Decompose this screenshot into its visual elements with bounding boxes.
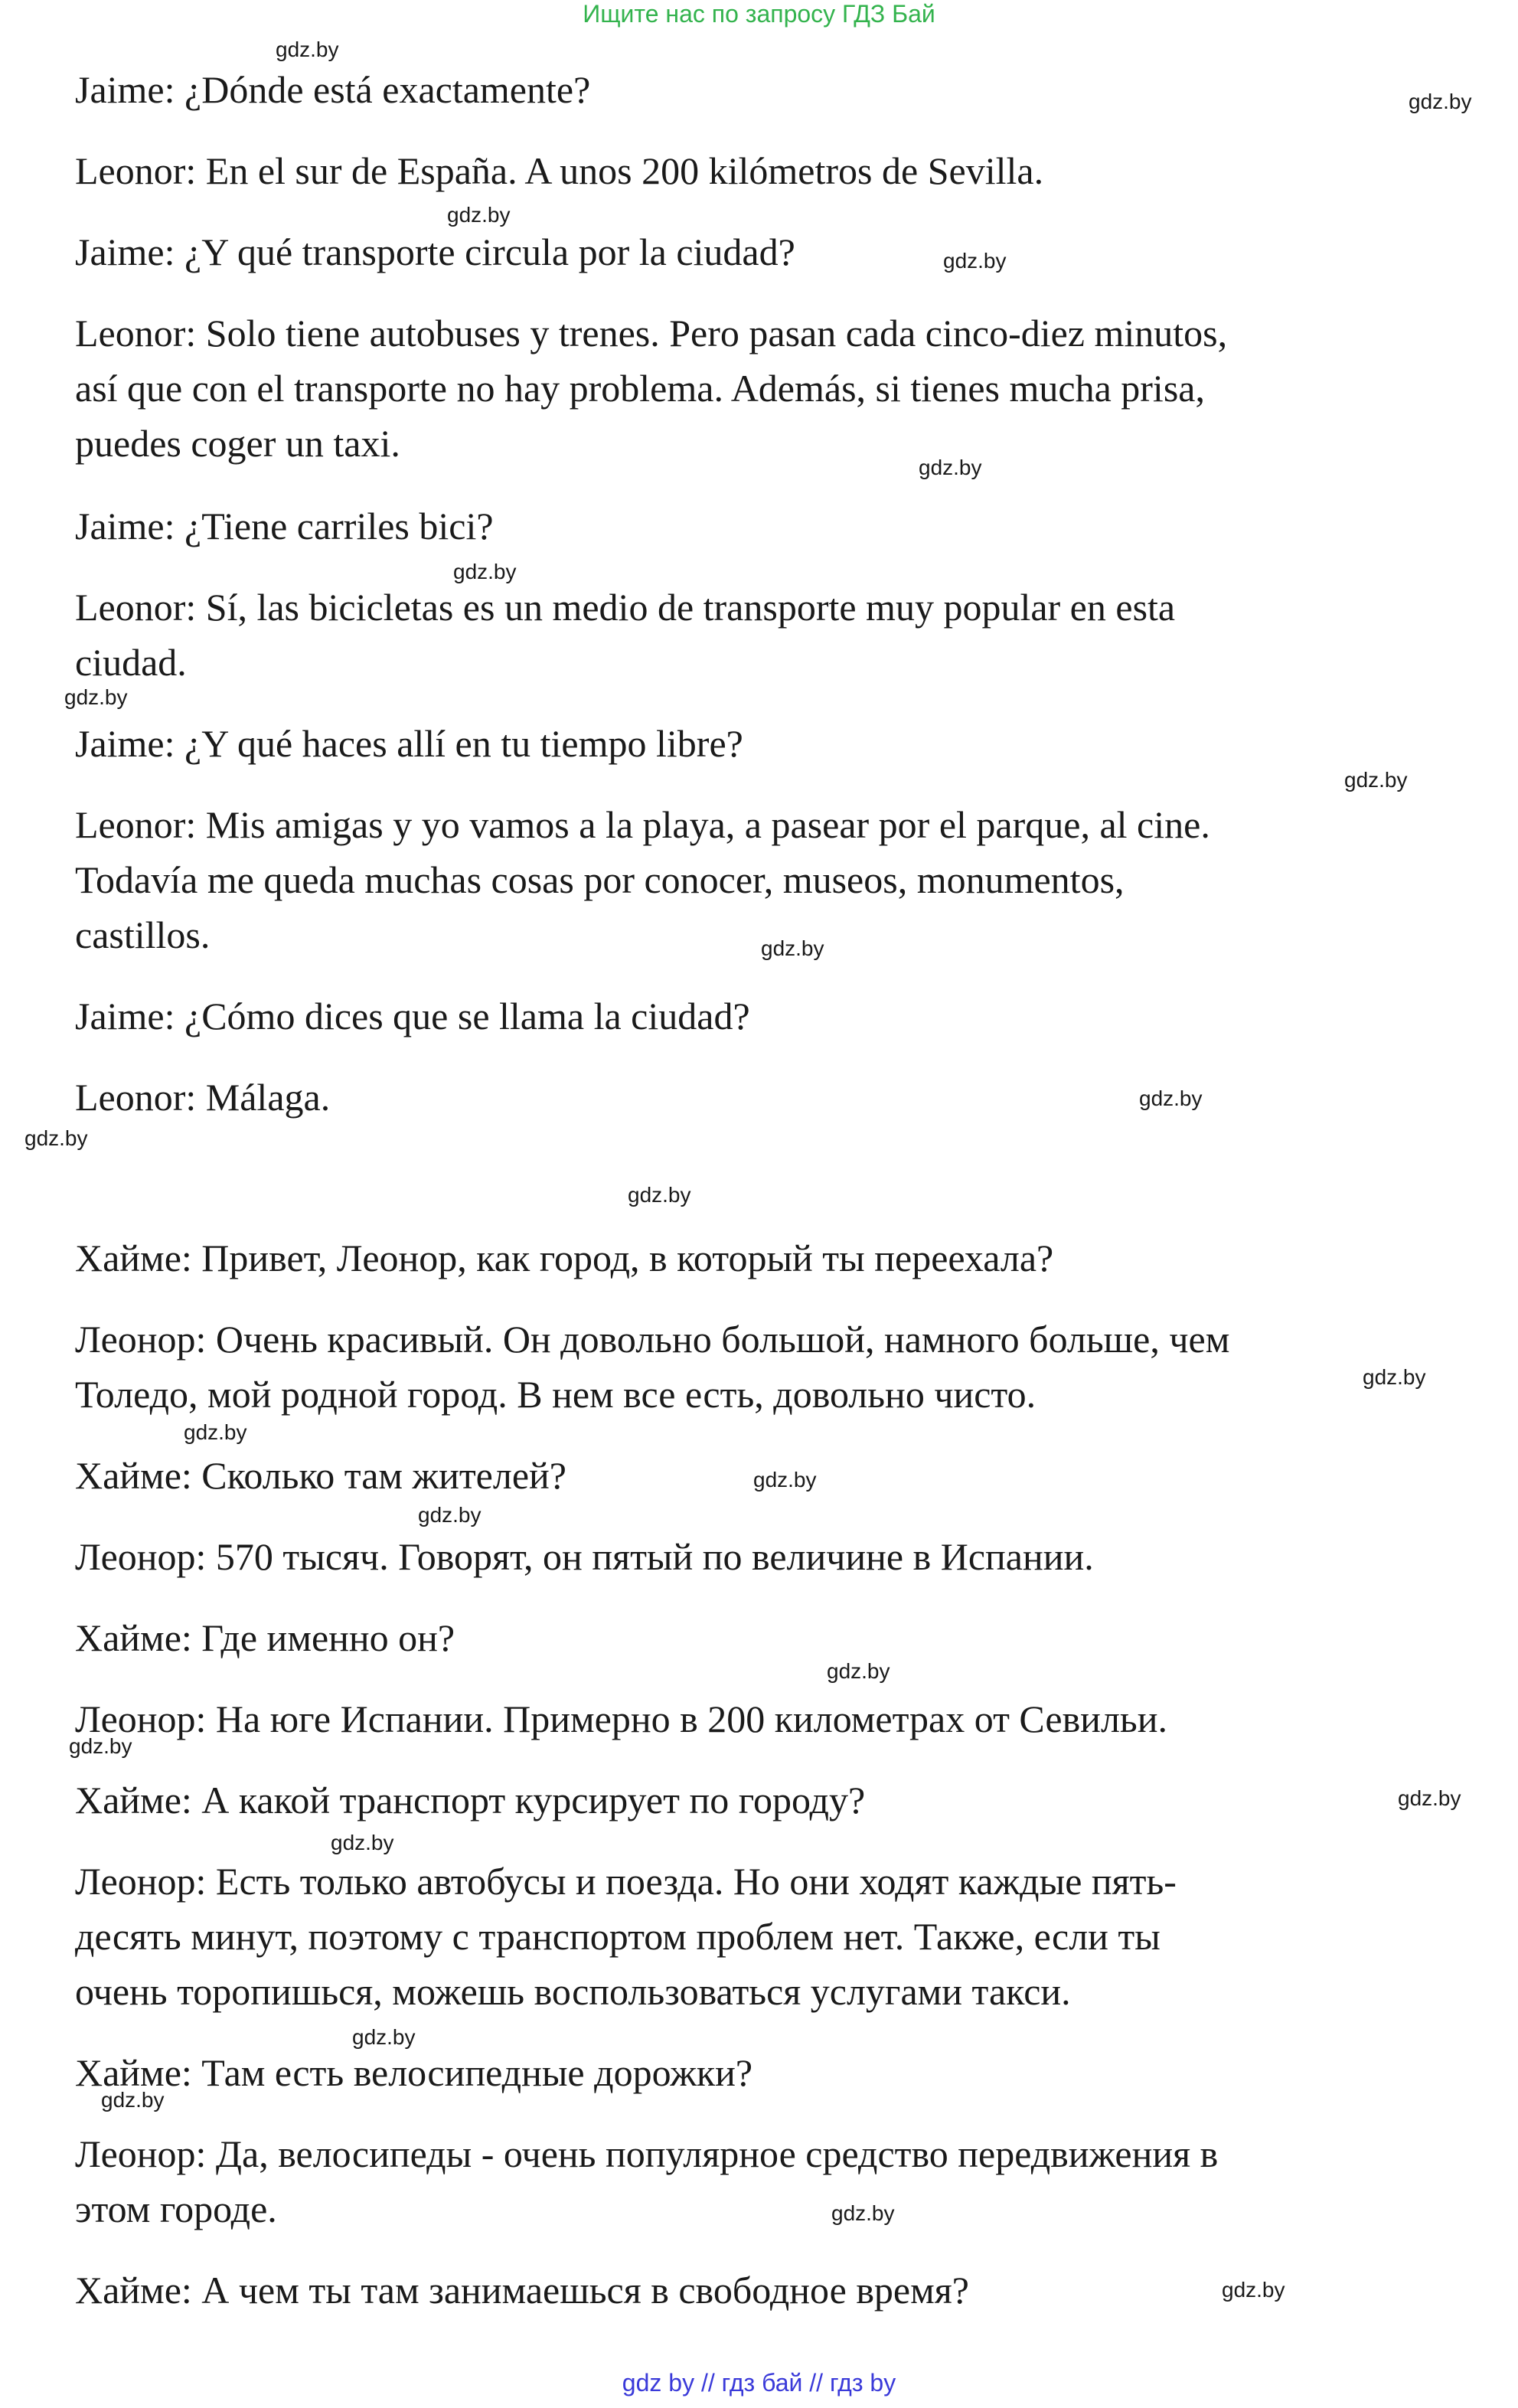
dialogue-line: Jaime: ¿Dónde está exactamente? bbox=[75, 68, 591, 111]
watermark: gdz.by bbox=[628, 1183, 691, 1207]
dialogue-line: Leonor: Sí, las bicicletas es un medio de transporte muy popular en esta bbox=[75, 586, 1176, 629]
watermark: gdz.by bbox=[352, 2025, 416, 2049]
watermark: gdz.by bbox=[1139, 1086, 1203, 1110]
watermark: gdz.by bbox=[761, 936, 824, 960]
watermark: gdz.by bbox=[1222, 2278, 1285, 2302]
dialogue-line: очень торопишься, можешь воспользоваться услугами такси. bbox=[75, 1970, 1071, 2013]
dialogue-line: Leonor: Mis amigas y yo vamos a la playa, a pasear por el parque, al cine. bbox=[75, 803, 1210, 846]
page-header-banner: Ищите нас по запросу ГДЗ Бай bbox=[583, 0, 935, 28]
watermark: gdz.by bbox=[101, 2088, 165, 2112]
dialogue-line: этом городе. bbox=[75, 2187, 277, 2230]
dialogue-line: Jaime: ¿Tiene carriles bici? bbox=[75, 505, 494, 547]
watermark: gdz.by bbox=[831, 2201, 895, 2225]
watermark: gdz.by bbox=[24, 1126, 88, 1150]
watermark: gdz.by bbox=[69, 1734, 132, 1758]
watermark: gdz.by bbox=[64, 685, 128, 709]
dialogue-line: así que con el transporte no hay problema. Además, si tienes mucha prisa, bbox=[75, 367, 1205, 410]
watermark: gdz.by bbox=[184, 1420, 247, 1444]
dialogue-line: десять минут, поэтому с транспортом проблем нет. Также, если ты bbox=[75, 1915, 1161, 1958]
watermark: gdz.by bbox=[943, 249, 1007, 273]
dialogue-line: Леонор: 570 тысяч. Говорят, он пятый по величине в Испании. bbox=[75, 1535, 1094, 1578]
watermark: gdz.by bbox=[1344, 768, 1408, 792]
dialogue-line: castillos. bbox=[75, 913, 211, 956]
watermark: gdz.by bbox=[276, 38, 339, 61]
dialogue-line: Jaime: ¿Y qué haces allí en tu tiempo libre? bbox=[75, 722, 743, 765]
watermark: gdz.by bbox=[919, 456, 982, 479]
watermark: gdz.by bbox=[827, 1659, 890, 1683]
watermark: gdz.by bbox=[418, 1503, 482, 1527]
watermark: gdz.by bbox=[753, 1468, 817, 1492]
dialogue-line: Leonor: Málaga. bbox=[75, 1076, 331, 1119]
dialogue-line: Leonor: En el sur de España. A unos 200 kilómetros de Sevilla. bbox=[75, 149, 1044, 192]
dialogue-line: Хайме: Где именно он? bbox=[75, 1616, 455, 1659]
watermark: gdz.by bbox=[453, 560, 517, 583]
dialogue-line: Хайме: Там есть велосипедные дорожки? bbox=[75, 2051, 753, 2094]
dialogue-line: Хайме: Сколько там жителей? bbox=[75, 1454, 566, 1497]
dialogue-line: Todavía me queda muchas cosas por conocer, museos, monumentos, bbox=[75, 858, 1125, 901]
dialogue-line: Леонор: На юге Испании. Примерно в 200 километрах от Севильи. bbox=[75, 1697, 1167, 1740]
dialogue-line: Леонор: Да, велосипеды - очень популярное средство передвижения в bbox=[75, 2132, 1219, 2175]
dialogue-line: Хайме: Привет, Леонор, как город, в который ты переехала? bbox=[75, 1237, 1054, 1279]
dialogue-line: Leonor: Solo tiene autobuses y trenes. Pero pasan cada cinco-diez minutos, bbox=[75, 312, 1228, 355]
dialogue-line: Толедо, мой родной город. В нем все есть, довольно чисто. bbox=[75, 1373, 1036, 1416]
dialogue-line: Jaime: ¿Y qué transporte circula por la ciudad? bbox=[75, 230, 795, 273]
watermark: gdz.by bbox=[1398, 1786, 1461, 1810]
dialogue-line: puedes coger un taxi. bbox=[75, 422, 400, 465]
dialogue-line: Хайме: А какой транспорт курсирует по городу? bbox=[75, 1779, 866, 1822]
dialogue-line: Леонор: Есть только автобусы и поезда. Но они ходят каждые пять- bbox=[75, 1860, 1177, 1903]
watermark: gdz.by bbox=[447, 203, 511, 227]
dialogue-line: ciudad. bbox=[75, 641, 187, 684]
page-footer-banner: gdz by // гдз бай // гдз by bbox=[622, 2369, 896, 2397]
watermark: gdz.by bbox=[1363, 1365, 1426, 1389]
watermark: gdz.by bbox=[1409, 90, 1472, 113]
watermark: gdz.by bbox=[331, 1831, 394, 1854]
dialogue-line: Jaime: ¿Cómo dices que se llama la ciudad? bbox=[75, 995, 750, 1037]
dialogue-line: Хайме: А чем ты там занимаешься в свободное время? bbox=[75, 2269, 969, 2312]
dialogue-line: Леонор: Очень красивый. Он довольно большой, намного больше, чем bbox=[75, 1318, 1230, 1361]
